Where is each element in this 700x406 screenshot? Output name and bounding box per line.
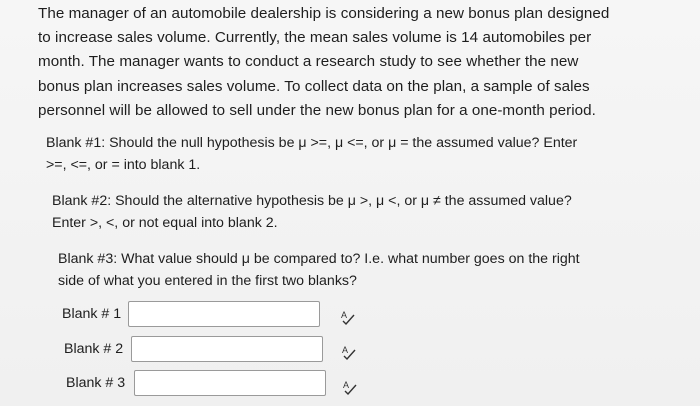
spellcheck-icon[interactable] <box>340 309 356 325</box>
problem-line: personnel will be allowed to sell under the new bonus plan for a one-month period. <box>38 101 596 119</box>
instruction-line: Enter >, <, or not equal into blank 2. <box>52 215 278 231</box>
instruction-line: >=, <=, or = into blank 1. <box>46 157 201 173</box>
blank-3-input[interactable] <box>134 370 326 396</box>
problem-line: bonus plan increases sales volume. To collect data on the plan, a sample of sales <box>38 77 590 95</box>
instruction-line: Blank #2: Should the alternative hypothesis be μ >, μ <, or μ ≠ the assumed value? <box>52 193 572 209</box>
blank-3-label: Blank # 3 <box>66 375 126 391</box>
problem-line: The manager of an automobile dealership is considering a new bonus plan designed <box>38 5 610 22</box>
blank-2-row <box>64 334 323 364</box>
blank-2-instructions <box>52 190 652 234</box>
blank-2-label: Blank # 2 <box>64 341 124 357</box>
spellcheck-icon[interactable] <box>341 344 357 360</box>
blank-1-label: Blank # 1 <box>62 306 122 322</box>
instruction-line: side of what you entered in the first two blanks? <box>58 273 357 289</box>
svg-text:A: A <box>342 345 349 355</box>
problem-statement <box>38 2 678 123</box>
blank-2-input[interactable] <box>131 336 323 362</box>
problem-line: to increase sales volume. Currently, the mean sales volume is 14 automobiles per <box>38 29 592 47</box>
blank-3-instructions <box>58 248 638 292</box>
spellcheck-icon[interactable] <box>342 379 358 395</box>
problem-line: month. The manager wants to conduct a research study to see whether the new <box>38 53 579 71</box>
blank-1-row <box>62 299 320 329</box>
blank-3-row <box>66 368 326 398</box>
svg-text:A: A <box>343 380 350 390</box>
svg-text:A: A <box>341 310 348 320</box>
instruction-line: Blank #1: Should the null hypothesis be μ >=, μ <=, or μ = the assumed value? Enter <box>46 135 578 151</box>
blank-1-instructions <box>46 132 646 176</box>
blank-1-input[interactable] <box>128 301 320 327</box>
instruction-line: Blank #3: What value should μ be compared to? I.e. what number goes on the right <box>58 251 580 267</box>
